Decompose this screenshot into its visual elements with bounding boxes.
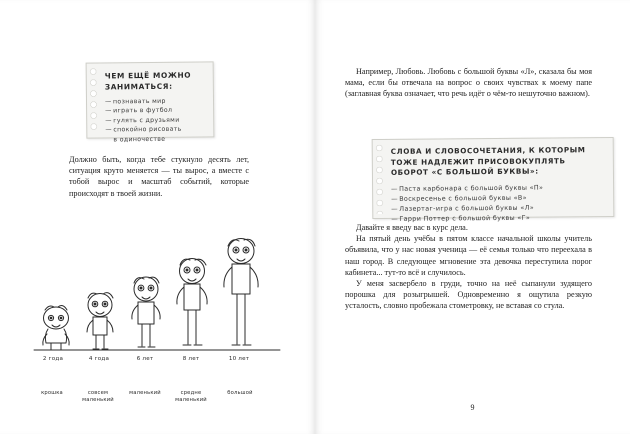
page-number: 9 xyxy=(470,403,475,412)
dash-bullet-icon: — xyxy=(104,98,112,106)
sidebar-note-capital-letter-phrases xyxy=(372,137,615,223)
size-label: средне маленький xyxy=(175,390,207,403)
right-paragraph-block xyxy=(345,222,592,312)
list-item xyxy=(105,134,205,144)
age-label: 4 года xyxy=(88,356,110,362)
note-title-line-1: ЧЕМ ЕЩЁ МОЖНО xyxy=(104,70,192,81)
right-paragraph-1: Например, Любовь. Любовь с большой буквы «Л», сказала бы моя мама, если бы отвечала на вопрос о своих чувствах к моему папе (заглавная буква означает, что речь идёт о чём-то нешуточно важном). xyxy=(345,67,592,99)
list-item-label: играть в футбол xyxy=(113,107,173,115)
size-label: большой xyxy=(227,390,253,396)
size-label: крошка xyxy=(41,390,63,396)
size-label: совсем маленький xyxy=(82,390,114,403)
left-page-paragraph: Должно быть, когда тебе стукнуло десять лет, ситуация круто меняется — ты вырос, а вместе с тобой вырос и масштаб событий, которые происходят в твоей жизни. xyxy=(69,155,249,198)
list-item-label: в одиночестве xyxy=(113,135,166,144)
dash-bullet-icon xyxy=(105,135,113,144)
note-item-list xyxy=(105,96,205,144)
note-title xyxy=(105,69,205,92)
note-title-line-2: ТОЖЕ НАДЛЕЖИТ ПРИСОВОКУПЛЯТЬ xyxy=(390,155,566,167)
sidebar-note-activities xyxy=(86,61,215,144)
age-label: 10 лет xyxy=(228,356,250,362)
age-label: 8 лет xyxy=(182,356,200,362)
dash-bullet-icon: — xyxy=(391,204,399,213)
dash-bullet-icon: — xyxy=(391,194,398,203)
right-paragraph-4: У меня засвербело в груди, точно на неё сыпанули зудящего порошка для розыгрышей. Одновременно я ощутила резкую усталость, словно пробежала стометровку, не вставая со стула. xyxy=(345,279,592,311)
right-paragraph-3: На пятый день учёбы в пятом классе начальной школы учитель объявила, что у нас новая ученица — её семья только что переехала в наш город. В следующее мгновение эта девочка переступила порог кабинета... тут-то всё и случилось. xyxy=(345,234,592,277)
note-title xyxy=(391,145,605,178)
age-label: 6 лет xyxy=(136,356,154,362)
dash-bullet-icon: — xyxy=(105,126,112,134)
right-paragraph-2: Давайте я введу вас в курс дела. xyxy=(356,223,468,232)
note-title-line-3: ОБОРОТ «С БОЛЬШОЙ БУКВЫ»: xyxy=(390,166,539,177)
note-title-line-2: ЗАНИМАТЬСЯ: xyxy=(104,81,173,92)
note-content xyxy=(373,138,614,232)
note-title-line-1: СЛОВА И СЛОВОСОЧЕТАНИЯ, К КОТОРЫМ xyxy=(390,145,586,156)
list-item-label: спокойно рисовать xyxy=(113,125,182,134)
list-item-label: Паста карбонара с большой буквы «П» xyxy=(399,183,544,193)
list-item-label: Лазертаг-игра с большой буквы «Л» xyxy=(399,203,535,213)
age-label: 2 года xyxy=(42,356,64,362)
right-page xyxy=(315,0,630,434)
list-item-label: познавать мир xyxy=(112,97,166,106)
list-item-label: Воскресенье с большой буквы «В» xyxy=(399,193,527,203)
dash-bullet-icon: — xyxy=(391,214,399,223)
note-content xyxy=(87,62,214,152)
size-label: маленький xyxy=(129,390,161,396)
dash-bullet-icon: — xyxy=(105,107,112,115)
dash-bullet-icon: — xyxy=(105,117,112,125)
note-item-list xyxy=(391,182,605,224)
list-item-label: Гарри Поттер с большой буквы «Г» xyxy=(399,213,531,223)
growth-illustration xyxy=(28,222,290,422)
dash-bullet-icon: — xyxy=(391,184,398,193)
list-item-label: гулять с друзьями xyxy=(113,116,180,125)
